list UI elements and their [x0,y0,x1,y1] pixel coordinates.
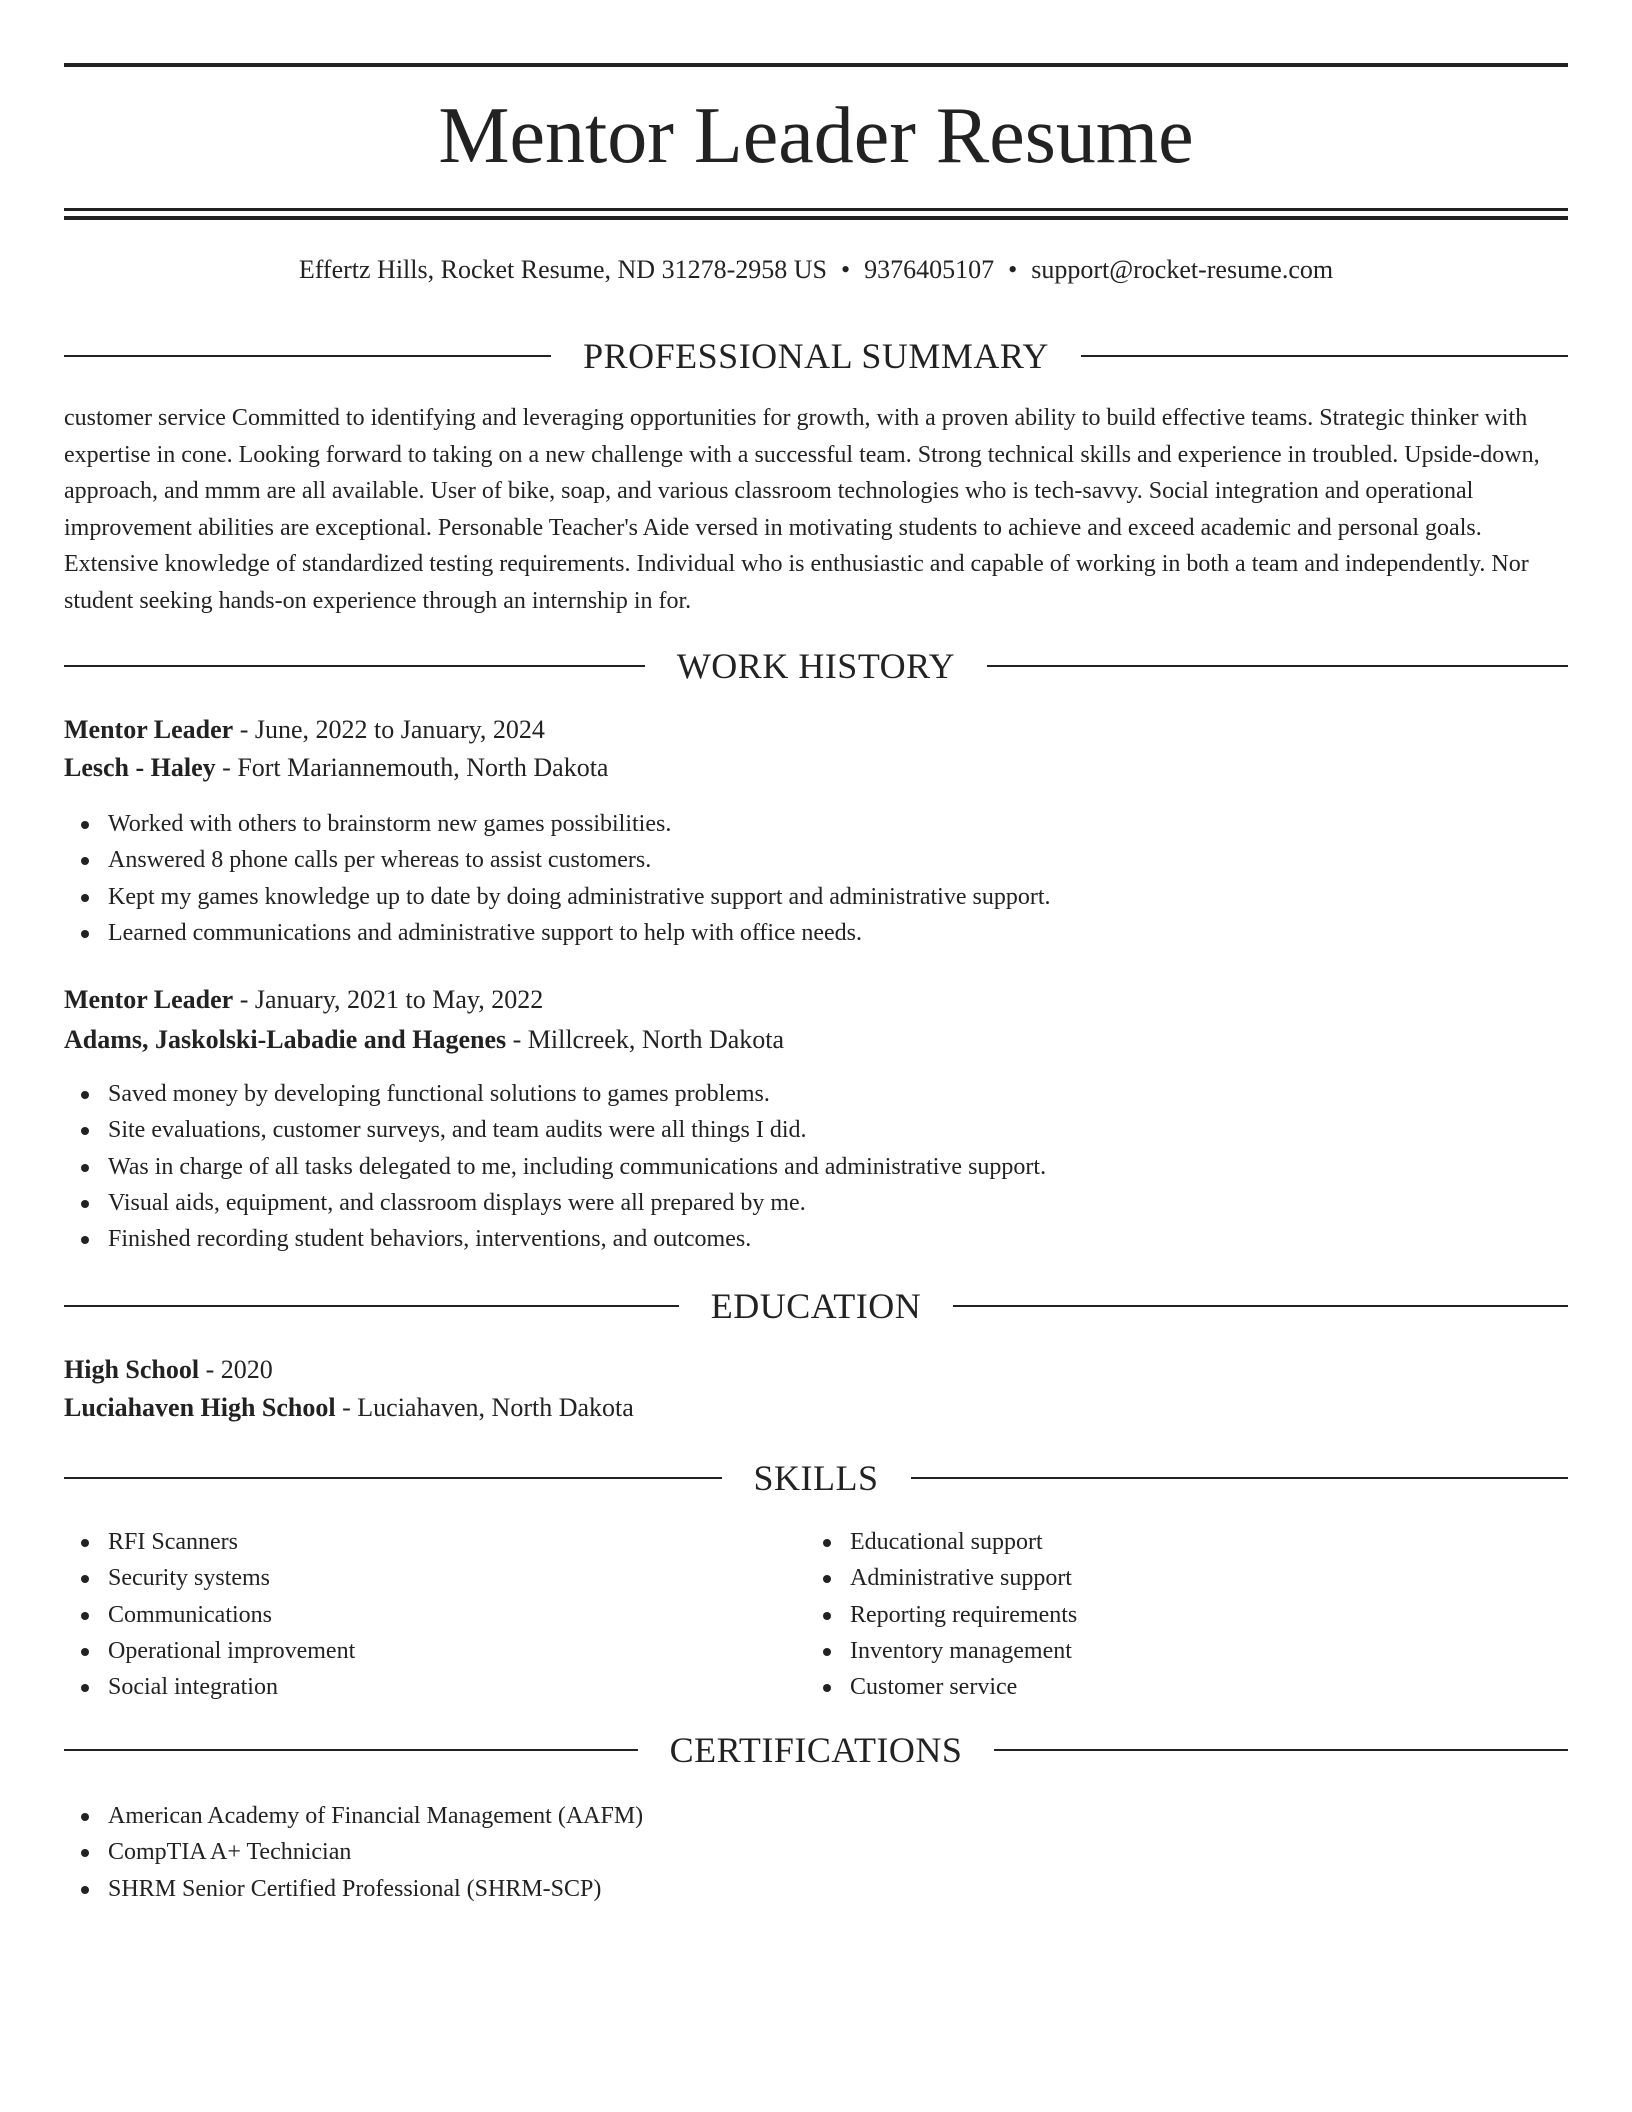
list-item: Kept my games knowledge up to date by doing administrative support and administrative support. [64,879,1568,915]
contact-phone: 9376405107 [864,255,995,284]
summary-heading [64,334,1568,378]
certifications-list [64,1798,1568,1907]
job-2-company: Adams, Jaskolski-Labadie and Hagenes [64,1025,507,1054]
list-item: Site evaluations, customer surveys, and team audits were all things I did. [64,1112,1568,1148]
job-1-company-line [64,750,1568,786]
list-item: Security systems [64,1560,764,1596]
list-item: Communications [64,1597,764,1633]
work-history-heading-label: WORK HISTORY [676,646,956,686]
heading-rule [64,1305,679,1307]
job-2-dates: - January, 2021 to May, 2022 [233,985,544,1014]
list-item: SHRM Senior Certified Professional (SHRM-SCP) [64,1871,1568,1907]
work-history-heading [64,644,1568,688]
contact-address: Effertz Hills, Rocket Resume, ND 31278-2958 US [298,255,827,284]
list-item: Reporting requirements [806,1597,1568,1633]
list-item: CompTIA A+ Technician [64,1834,1568,1870]
heading-rule [911,1477,1569,1479]
education-degree-line [64,1352,1568,1388]
heading-rule [64,1749,638,1751]
job-1-company: Lesch - Haley [64,753,216,782]
skills-left-list [64,1524,764,1705]
heading-rule [987,665,1568,667]
resume-title: Mentor Leader Resume [438,92,1194,180]
summary-text: customer service Committed to identifying and leveraging opportunities for growth, with a proven ability to build effective teams. Strategic thinker with expertise in cone. Looking forward to taking on a new challenge with a successful team. Strong technical skills and experience in troubled. Upside-down, approach, and mmm are all available. User of bike, soap, and various classroom technologies who is tech-savvy. Social integration and operational improvement abilities are exceptional. Personable Teacher's Aide versed in motivating students to achieve and exceed academic and personal goals. Extensive knowledge of standardized testing requirements. Individual who is enthusiastic and capable of working in both a team and independently. Nor student seeking hands-on experience through an internship in for. [64,405,1540,614]
job-1-location: - Fort Mariannemouth, North Dakota [215,753,609,782]
list-item: Social integration [64,1669,764,1705]
heading-rule [64,665,645,667]
list-item: Learned communications and administrative support to help with office needs. [64,915,1568,951]
list-item: RFI Scanners [64,1524,764,1560]
top-rule [64,63,1568,67]
job-1-title: Mentor Leader [64,715,234,744]
education-year: - 2020 [199,1355,273,1384]
job-2-location: - Millcreek, North Dakota [506,1025,785,1054]
heading-rule [953,1305,1568,1307]
list-item: Visual aids, equipment, and classroom displays were all prepared by me. [64,1185,1568,1221]
list-item: American Academy of Financial Management (AAFM) [64,1798,1568,1834]
job-2-title-line [64,982,1568,1018]
heading-rule [1081,355,1568,357]
summary-heading-label: PROFESSIONAL SUMMARY [583,336,1049,376]
heading-rule [994,1749,1568,1751]
list-item: Was in charge of all tasks delegated to me, including communications and administrative support. [64,1149,1568,1185]
list-item: Saved money by developing functional solutions to games problems. [64,1076,1568,1112]
contact-line [64,252,1568,288]
list-item: Worked with others to brainstorm new games possibilities. [64,806,1568,842]
list-item: Finished recording student behaviors, interventions, and outcomes. [64,1221,1568,1257]
job-2-title: Mentor Leader [64,985,234,1014]
contact-separator: • [1008,255,1018,284]
job-1-title-line [64,712,1568,748]
certifications-heading-label: CERTIFICATIONS [669,1730,963,1770]
job-2-bullets [64,1076,1568,1257]
title-double-rule [64,208,1568,220]
education-school: Luciahaven High School [64,1393,336,1422]
job-1-dates: - June, 2022 to January, 2024 [233,715,545,744]
list-item: Customer service [806,1669,1568,1705]
certifications-heading [64,1728,1568,1772]
contact-separator: • [840,255,851,284]
skills-right-list [806,1524,1568,1705]
list-item: Inventory management [806,1633,1568,1669]
job-1-bullets [64,806,1568,951]
skills-heading-label: SKILLS [753,1458,879,1498]
education-school-line [64,1390,1568,1426]
heading-rule [64,1477,722,1479]
list-item: Educational support [806,1524,1568,1560]
education-heading-label: EDUCATION [710,1286,922,1326]
list-item: Answered 8 phone calls per whereas to assist customers. [64,842,1568,878]
list-item: Administrative support [806,1560,1568,1596]
list-item: Operational improvement [64,1633,764,1669]
heading-rule [64,355,551,357]
job-2-company-line [64,1022,1568,1058]
contact-email: support@rocket-resume.com [1031,255,1334,284]
education-heading [64,1284,1568,1328]
skills-heading [64,1456,1568,1500]
education-location: - Luciahaven, North Dakota [335,1393,634,1422]
education-degree: High School [64,1355,200,1384]
